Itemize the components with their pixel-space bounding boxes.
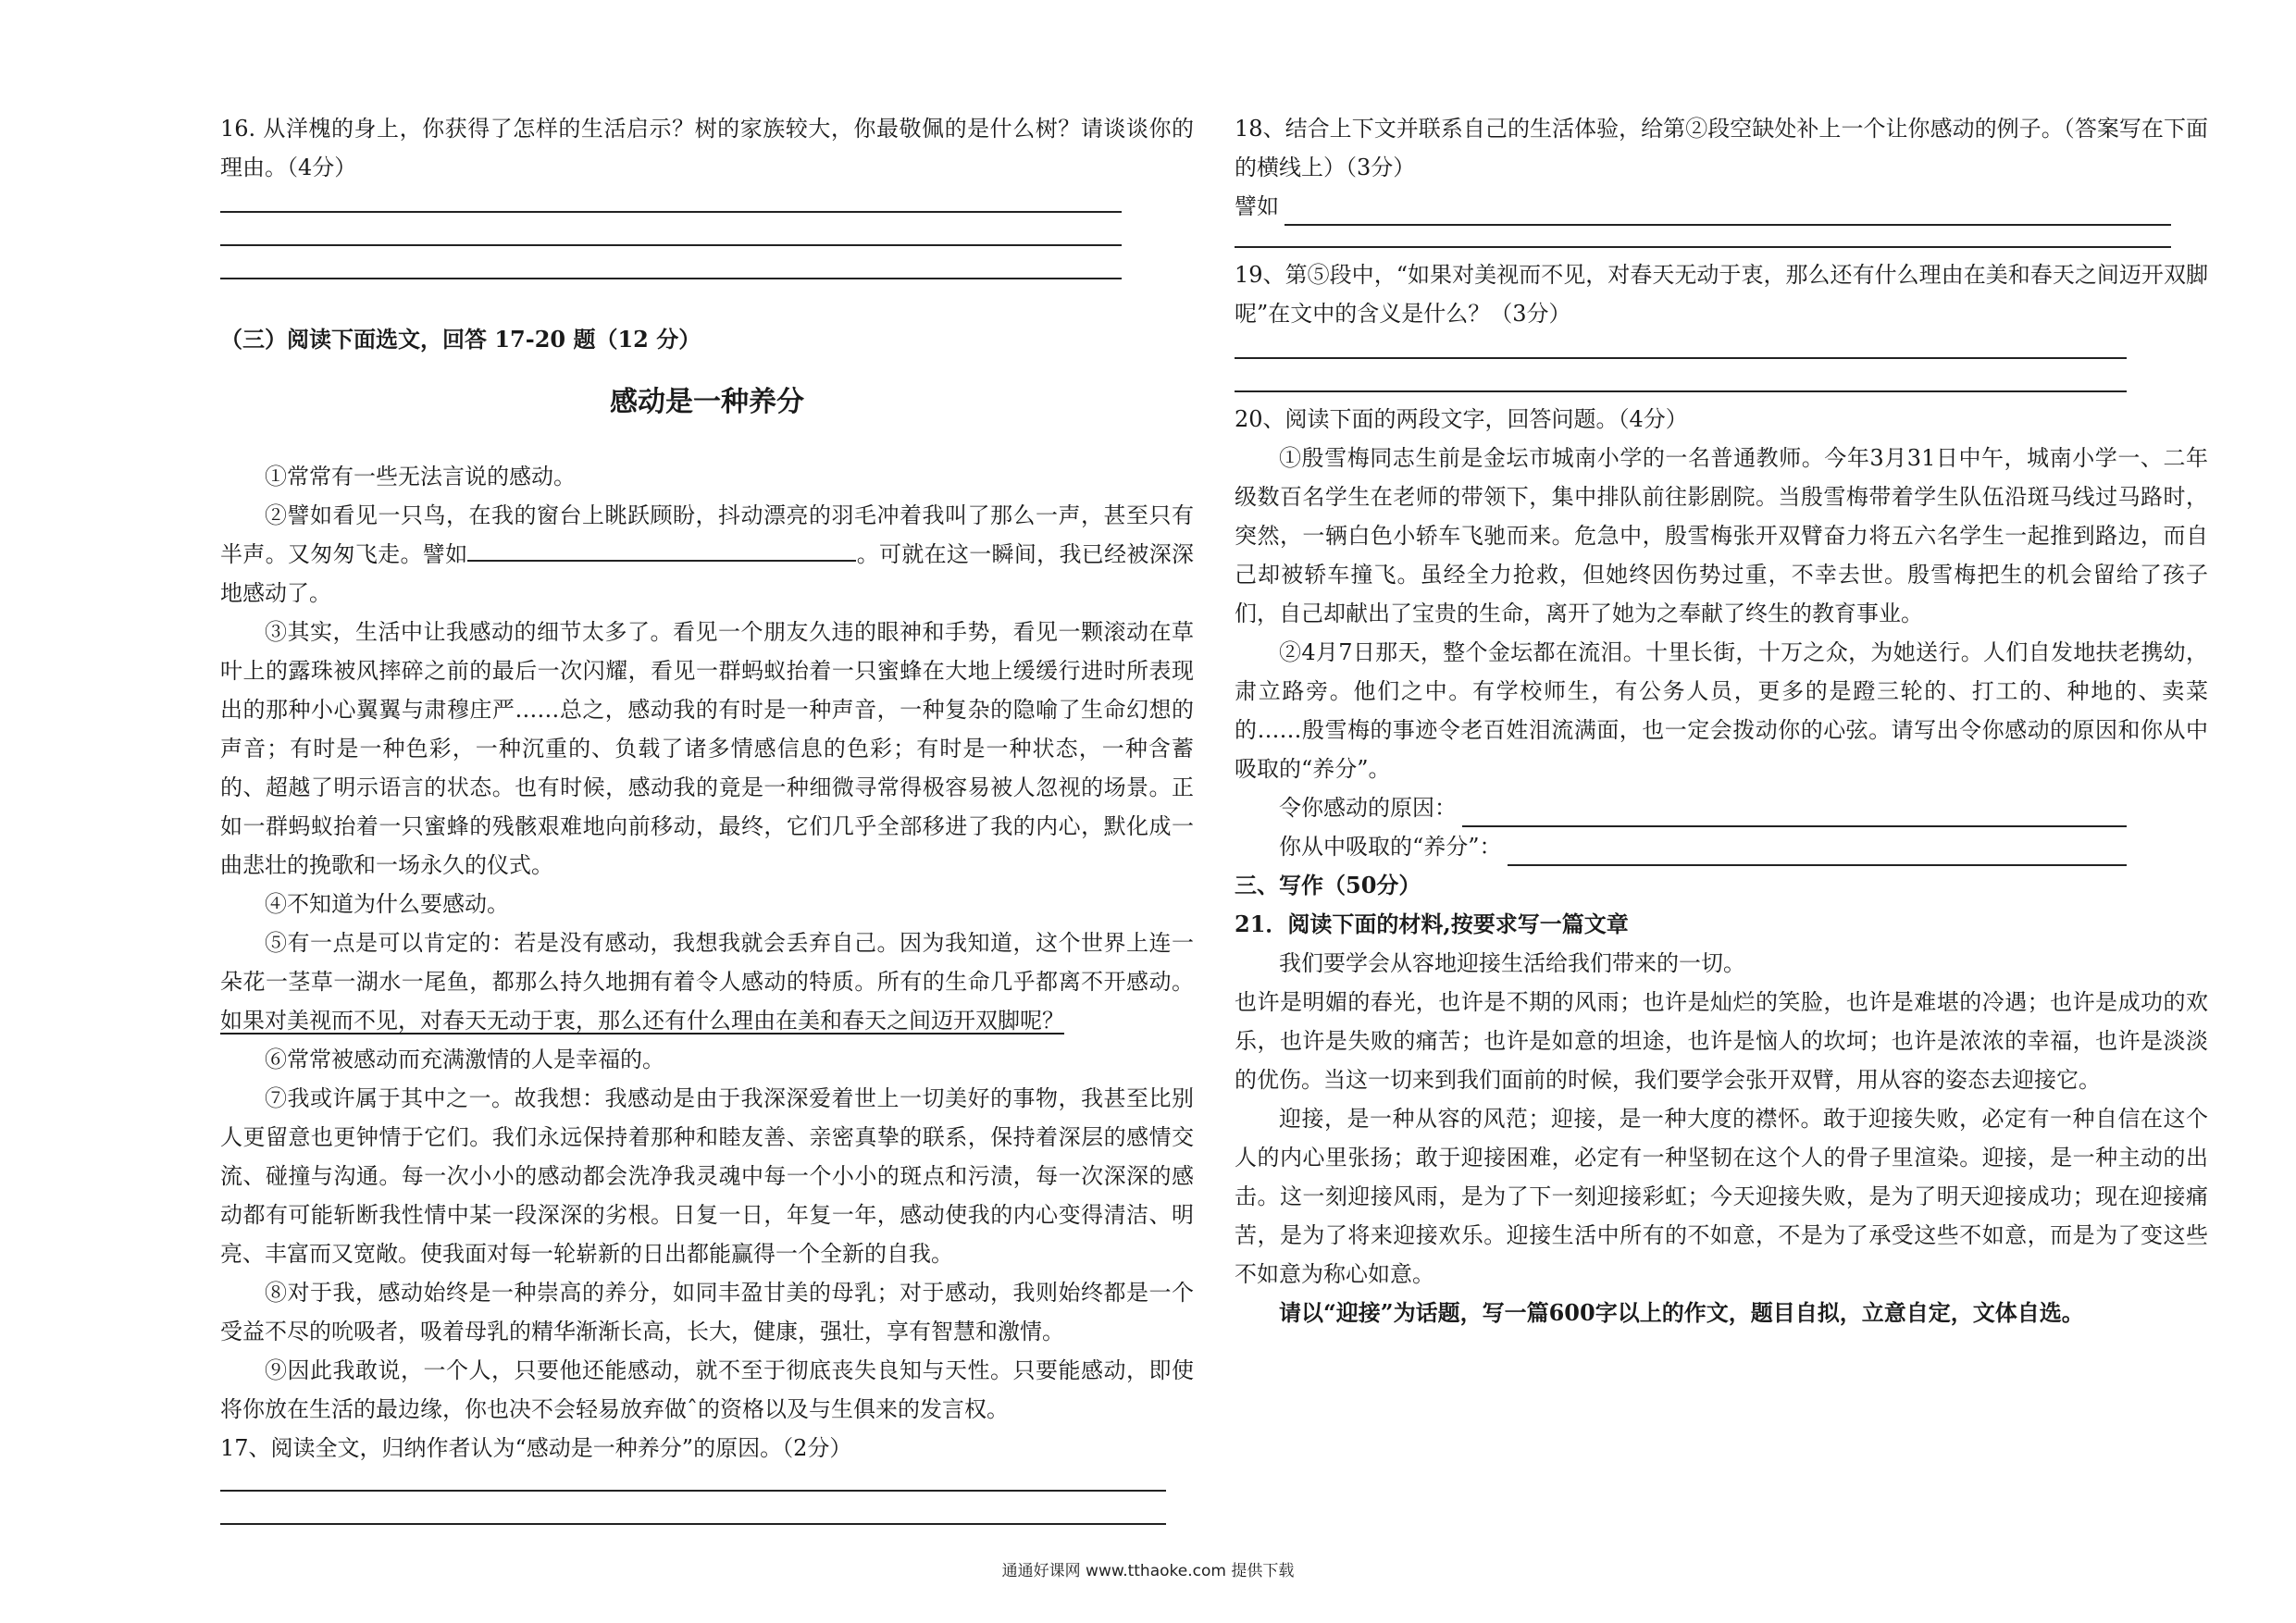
answer-line[interactable] xyxy=(220,211,1122,213)
paragraph-3: ③其实，生活中让我感动的细节太多了。看见一个朋友久违的眼神和手势，看见一颗滚动在草叶上的露珠被风摔碎之前的最后一次闪耀，看见一群蚂蚁抬着一只蜜蜂在大地上缓缓行进时所表现出的那种小心翼翼与肃穆庄严……总之，感动我的有时是一种声音，一种复杂的隐喻了生命幻想的声音；有时是一种色彩，一种沉重的、负载了诸多情感信息的色彩；有时是一种状态，一种含蓄的、超越了明示语言的状态。也有时候，感动我的竟是一种细微寻常得极容易被人忽视的场景。正如一群蚂蚁抬着一只蜜蜂的残骸艰难地向前移动，最终，它们几乎全部移进了我的内心，默化成一曲悲壮的挽歌和一场永久的仪式。 xyxy=(220,619,1194,878)
paragraph-2-text-end: 。可就在这一瞬间，我已经被深深地感动了。 xyxy=(220,541,1195,606)
question-16: 16. 从洋槐的身上，你获得了怎样的生活启示？树的家族较大，你最敬佩的是什么树？请谈谈你的理由。（4分） xyxy=(220,116,1194,180)
writing-task: 请以“迎接”为话题，写一篇600字以上的作文，题目自拟，立意自定，文体自选。 xyxy=(1279,1299,2084,1326)
answer-line[interactable] xyxy=(1235,357,2127,359)
question-21: 21．阅读下面的材料,按要求写一篇文章 xyxy=(1235,911,1629,937)
nutrient-label: 你从中吸取的“养分”： xyxy=(1279,834,1502,860)
answer-line[interactable] xyxy=(1235,390,2127,392)
paragraph-5 xyxy=(220,923,1194,1040)
paragraph-6: ⑥常常被感动而充满激情的人是幸福的。 xyxy=(265,1047,664,1072)
paragraph-2-text: ②譬如看见一只鸟，在我的窗台上眺跃顾盼，抖动漂亮的羽毛冲着我叫了那么一声，甚至只有半声。又匆匆飞走。譬如 xyxy=(220,502,1194,567)
answer-line[interactable] xyxy=(220,244,1122,246)
answer-prefix: 譬如 xyxy=(1235,193,1279,219)
paragraph-8: ⑧对于我，感动始终是一种崇高的养分，如同丰盈甘美的母乳；对于感动，我则始终都是一个受益不尽的吮吸者，吸着母乳的精华渐渐长高，长大，健康，强壮，享有智慧和激情。 xyxy=(220,1280,1194,1344)
question-20: 20、阅读下面的两段文字，回答问题。（4分） xyxy=(1235,406,1688,432)
q21-paragraph-2: 也许是明媚的春光，也许是不期的风雨；也许是灿烂的笑脸，也许是难堪的冷遇；也许是成功的欢乐，也许是失败的痛苦；也许是如意的坦途，也许是恼人的坎坷；也许是浓浓的幸福，也许是淡淡的优伤。当这一切来到我们面前的时候，我们要学会张开双臂，用从容的姿态去迎接它。 xyxy=(1235,989,2208,1093)
q20-paragraph-1: ①殷雪梅同志生前是金坛市城南小学的一名普通教师。今年3月31日中午，城南小学一、二年级数百名学生在老师的带领下，集中排队前往影剧院。当殷雪梅带着学生队伍沿斑马线过马路时，突然，一辆白色小轿车飞驰而来。危急中，殷雪梅张开双臂奋力将五六名学生一起推到路边，而自己却被轿车撞飞。虽经全力抢救，但她终因伤势过重，不幸去世。殷雪梅把生的机会留给了孩子们，自己却献出了宝贵的生命，离开了她为之奉献了终生的教育事业。 xyxy=(1235,445,2208,626)
blank-fill[interactable] xyxy=(467,536,856,562)
question-18: 18、结合上下文并联系自己的生活体验，给第②段空缺处补上一个让你感动的例子。（答案写在下面的横线上）（3分） xyxy=(1235,116,2208,180)
answer-line[interactable] xyxy=(220,1523,1166,1525)
section-heading: （三）阅读下面选文，回答 17-20 题（12 分） xyxy=(220,326,701,353)
q20-paragraph-2: ②4月7日那天，整个金坛都在流泪。十里长街，十万之众，为她送行。人们自发地扶老携幼，肃立路旁。他们之中。有学校师生，有公务人员，更多的是蹬三轮的、打工的、种地的、卖菜的……殷雪梅的事迹令老百姓泪流满面，也一定会拨动你的心弦。请写出令你感动的原因和你从中吸取的“养分”。 xyxy=(1235,639,2208,782)
q21-paragraph-3: 迎接，是一种从容的风范；迎接，是一种大度的襟怀。敢于迎接失败，必定有一种自信在这个人的内心里张扬；敢于迎接困难，必定有一种坚韧在这个人的骨子里渲染。迎接，是一种主动的出击。这一刻迎接风雨，是为了下一刻迎接彩虹；今天迎接失败，是为了明天迎接成功；现在迎接痛苦，是为了将来迎接欢乐。迎接生活中所有的不如意，不是为了承受这些不如意，而是为了变这些不如意为称心如意。 xyxy=(1235,1106,2208,1287)
paragraph-1: ①常常有一些无法言说的感动。 xyxy=(265,464,576,489)
reason-label: 令你感动的原因： xyxy=(1279,795,1457,821)
answer-line[interactable] xyxy=(220,1490,1166,1492)
question-17: 17、阅读全文，归纳作者认为“感动是一种养分”的原因。（2分） xyxy=(220,1435,852,1461)
q21-paragraph-1: 我们要学会从容地迎接生活给我们带来的一切。 xyxy=(1279,950,1745,976)
blank-fill[interactable] xyxy=(1508,840,2127,866)
paragraph-9: ⑨因此我敢说，一个人，只要他还能感动，就不至于彻底丧失良知与天性。只要能感动，即使将你放在生活的最边缘，你也决不会轻易放弃做ˆ的资格以及与生俱来的发言权。 xyxy=(220,1357,1194,1422)
underlined-sentence: 如果对美视而不见，对春天无动于衷，那么还有什么理由在美和春天之间迈开双脚呢？ xyxy=(220,1008,1064,1034)
answer-line-18[interactable] xyxy=(1235,187,2171,226)
writing-section-heading: 三、写作（50分） xyxy=(1235,872,1421,898)
answer-line-nutrient[interactable] xyxy=(1235,827,2127,866)
blank-fill[interactable] xyxy=(1462,801,2127,827)
paragraph-5-text: ⑤有一点是可以肯定的：若是没有感动，我想我就会丢弃自己。因为我知道，这个世界上连一朵花一茎草一湖水一尾鱼，都那么持久地拥有着令人感动的特质。所有的生命几乎都离不开感动。 xyxy=(220,930,1194,995)
left-column xyxy=(220,109,1194,1532)
right-column xyxy=(1235,109,2208,1332)
footer-source: 通通好课网 www.tthaoke.com 提供下载 xyxy=(1001,1562,1295,1580)
answer-line[interactable] xyxy=(220,278,1122,279)
answer-line[interactable] xyxy=(1235,246,2171,248)
article-title: 感动是一种养分 xyxy=(610,386,804,418)
answer-line-reason[interactable] xyxy=(1235,788,2127,827)
paragraph-7: ⑦我或许属于其中之一。故我想：我感动是由于我深深爱着世上一切美好的事物，我甚至比别人更留意也更钟情于它们。我们永远保持着那种和睦友善、亲密真挚的联系，保持着深层的感情交流、碰撞与沟通。每一次小小的感动都会洗净我灵魂中每一个小小的斑点和污渍，每一次深深的感动都有可能斩断我性情中某一段深深的劣根。日复一日，年复一年，感动使我的内心变得清洁、明亮、丰富而又宽敞。使我面对每一轮崭新的日出都能赢得一个全新的自我。 xyxy=(220,1085,1194,1267)
question-19: 19、第⑤段中，“如果对美视而不见，对春天无动于衷，那么还有什么理由在美和春天之间迈开双脚呢”在文中的含义是什么？（3分） xyxy=(1235,262,2208,327)
blank-fill[interactable] xyxy=(1285,200,2171,226)
paragraph-4: ④不知道为什么要感动。 xyxy=(265,891,509,917)
paragraph-2 xyxy=(220,496,1194,613)
